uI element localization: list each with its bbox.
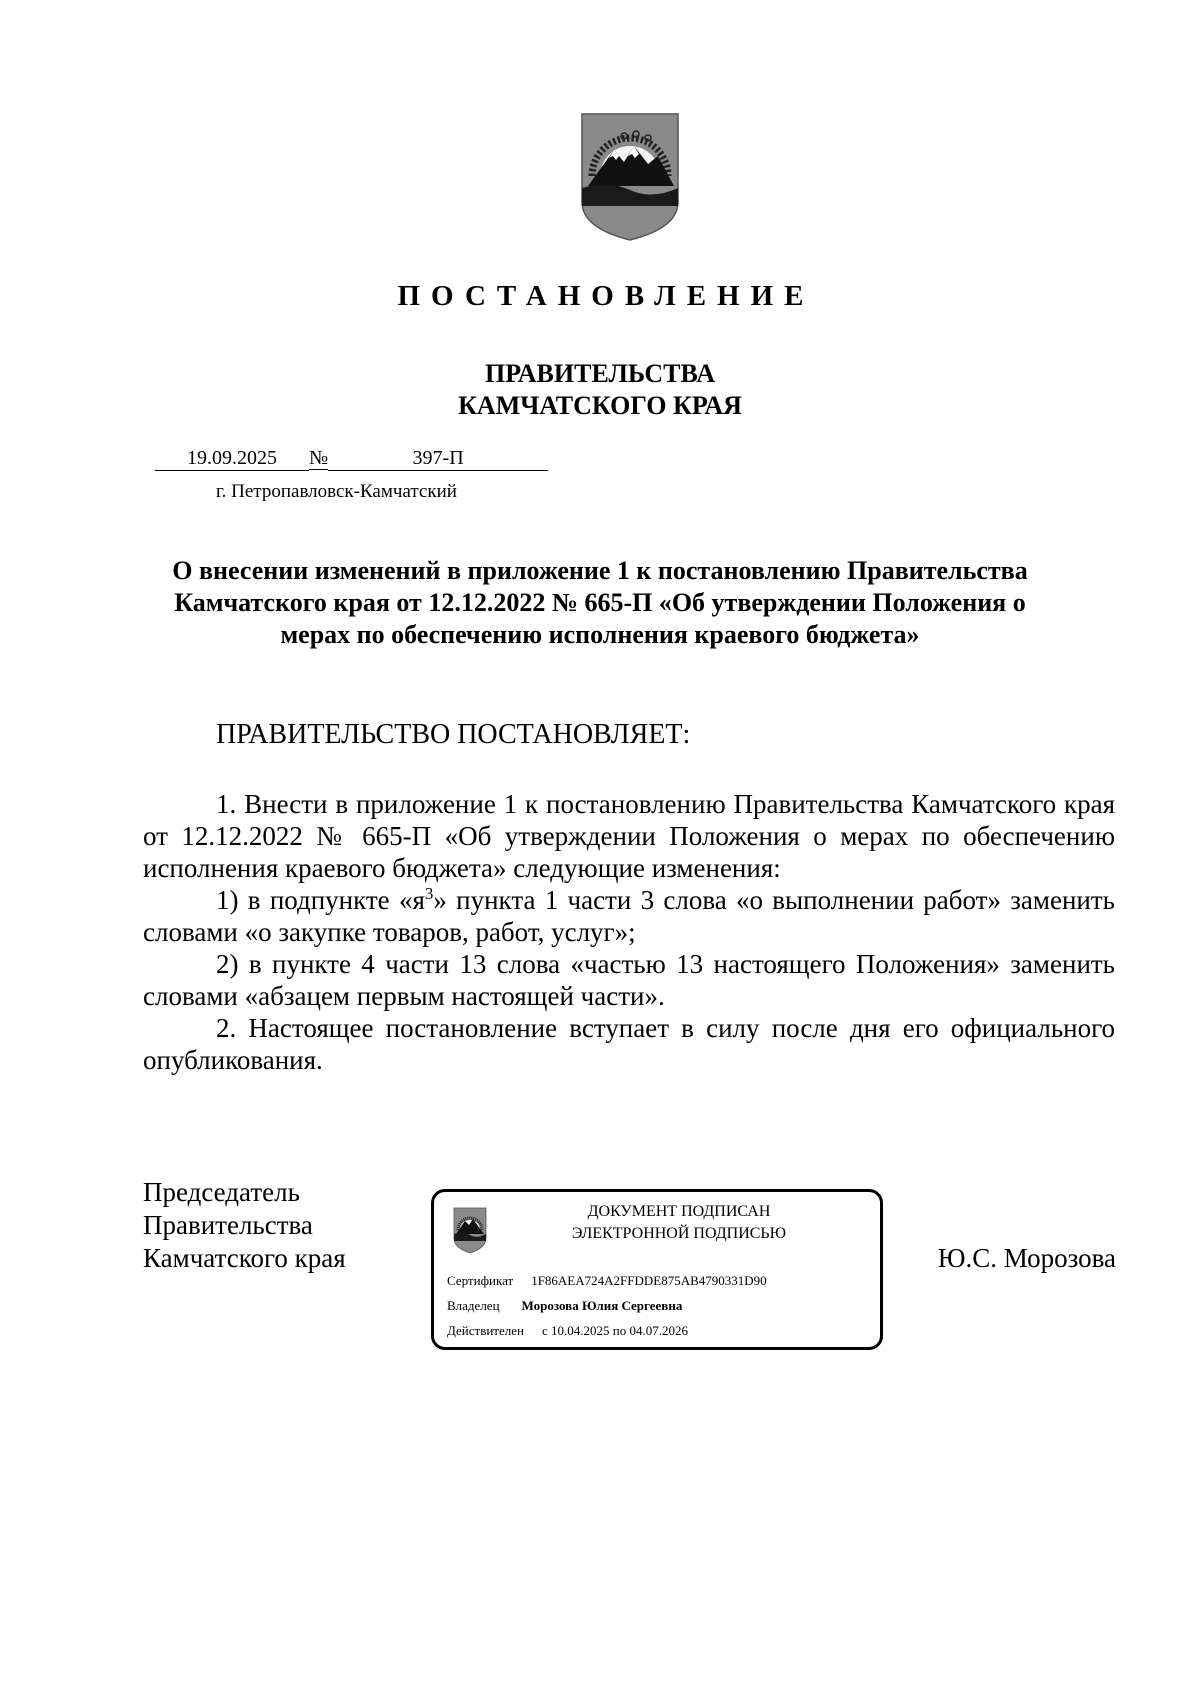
issuer-line-1: ПРАВИТЕЛЬСТВА (485, 359, 715, 388)
document-subject (140, 555, 1060, 651)
electronic-signature-stamp (431, 1189, 883, 1350)
signer-name: Ю.С. Морозова (937, 1243, 1116, 1273)
subject-line-2: Камчатского края от 12.12.2022 № 665-П «Об утверждении Положения о (174, 588, 1026, 617)
superscript: 3 (424, 884, 434, 903)
city: г. Петропавловск-Камчатский (216, 481, 457, 502)
stamp-coat-of-arms-icon (452, 1206, 488, 1254)
issuer-line-2: КАМЧАТСКОГО КРАЯ (458, 391, 742, 420)
body-paragraph-1: 1. Внести в приложение 1 к постановлению Правительства Камчатского края от 12.12.2022 № 665-П «Об утверждении Положения о мерах по обеспечению исполнения краевого бюджета» следующие изменения: (143, 789, 1115, 883)
number-sign: № (309, 447, 329, 469)
body-paragraph-2: 1) в подпункте «$я^3$» пункта 1 части 3 слова «о выполнении работ» заменить словами «о закупке товаров, работ, услуг»; (143, 884, 1115, 947)
registration-number: 397-П (328, 446, 548, 471)
stamp-owner-row: Владелец Морозова Юлия Сергеевна (447, 1298, 683, 1313)
stamp-title: ДОКУМЕНТ ПОДПИСАН ЭЛЕКТРОННОЙ ПОДПИСЬЮ (571, 1203, 787, 1242)
kamchatka-coat-of-arms-icon (578, 110, 682, 242)
body-paragraph-4: 2. Настоящее постановление вступает в силу после дня его официального опубликования. (143, 1013, 1115, 1075)
registration-date: 19.09.2025 (155, 446, 309, 471)
subject-line-1: О внесении изменений в приложение 1 к постановлению Правительства (172, 556, 1028, 585)
stamp-certificate-row: Сертификат 1F86AEA724A2FFDDE875AB4790331D90 (447, 1273, 767, 1288)
registration-line (155, 446, 548, 471)
stamp-validity-row: Действителен с 10.04.2025 по 04.07.2026 (447, 1323, 688, 1338)
decree-statement: ПРАВИТЕЛЬСТВО ПОСТАНОВЛЯЕТ: (216, 719, 691, 750)
signatory-title: Председатель Правительства Камчатского края (143, 1177, 346, 1273)
document-type-title: ПОСТАНОВЛЕНИЕ (397, 280, 815, 312)
subject-line-3: мерах по обеспечению исполнения краевого бюджета» (280, 620, 920, 649)
document-body (143, 788, 1115, 1076)
body-paragraph-3: 2) в пункте 4 части 13 слова «частью 13 настоящего Положения» заменить словами «абзацем первым настоящей части». (143, 949, 1115, 1011)
